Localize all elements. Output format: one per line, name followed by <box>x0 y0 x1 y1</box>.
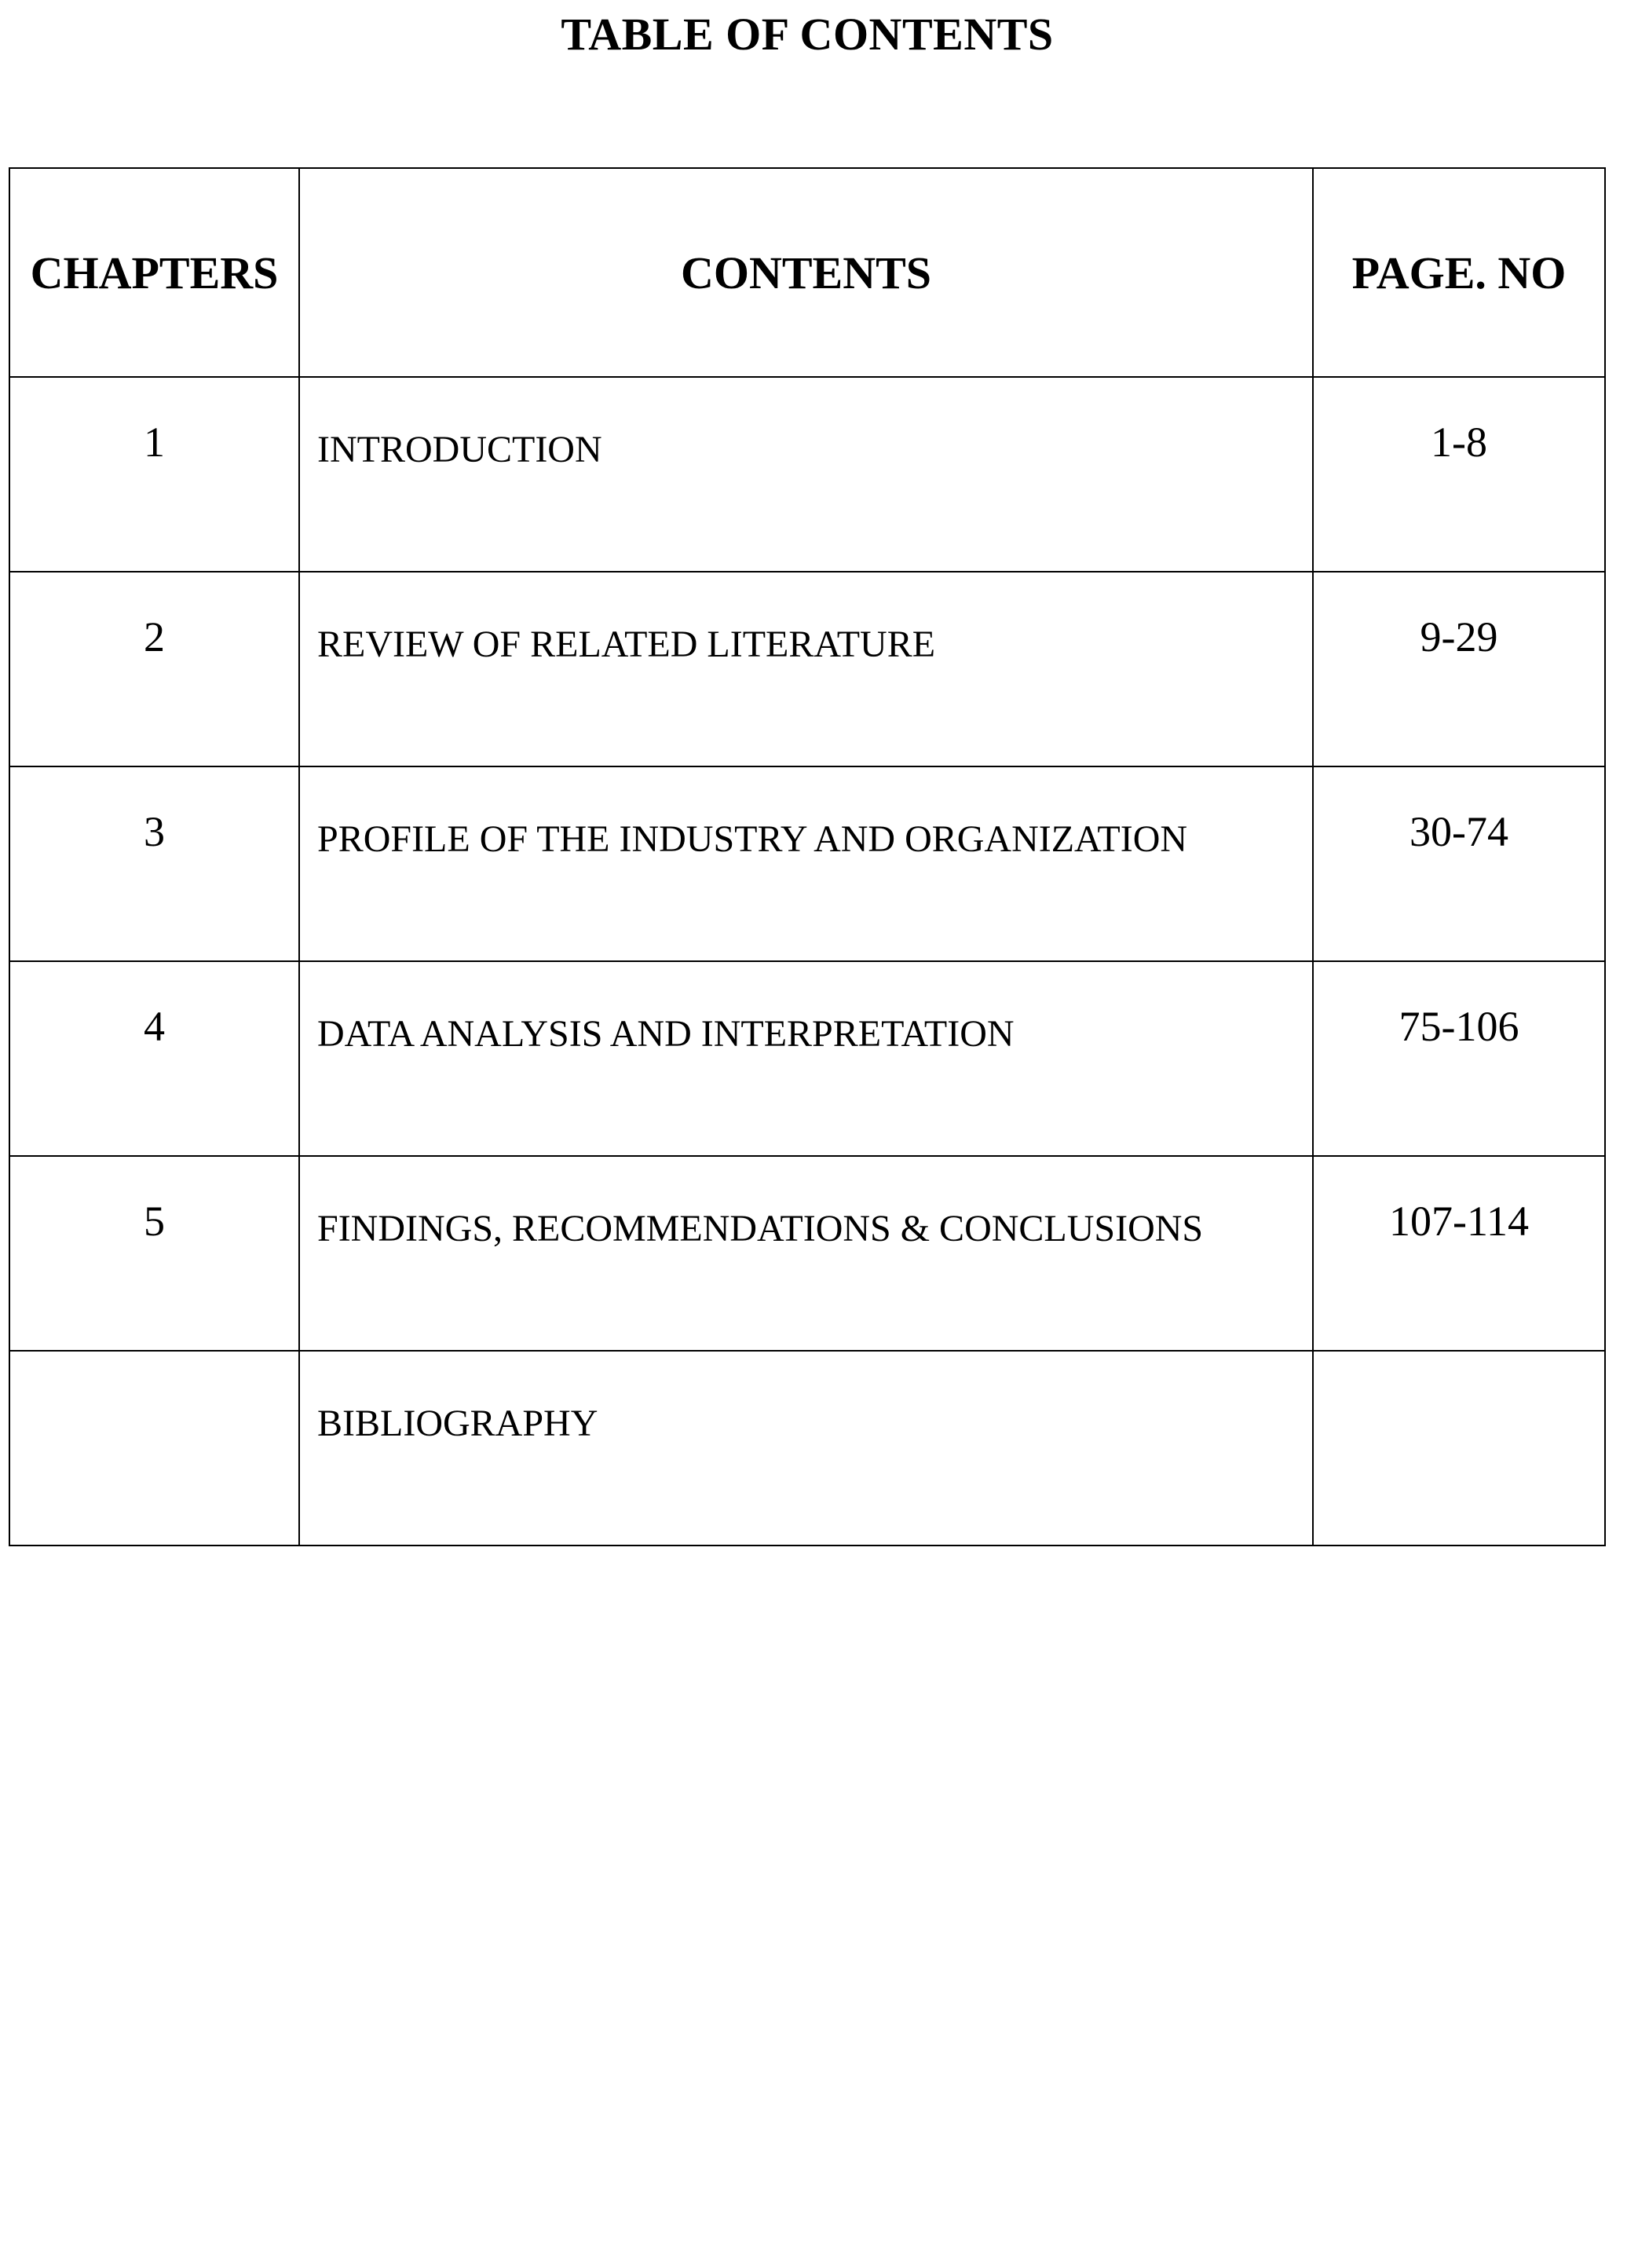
table-header-row <box>9 168 1605 377</box>
page-range: 30-74 <box>1313 766 1605 961</box>
header-page-no: PAGE. NO <box>1313 168 1605 377</box>
page-range: 75-106 <box>1313 961 1605 1156</box>
page-title: TABLE OF CONTENTS <box>561 9 1054 60</box>
header-contents: CONTENTS <box>299 168 1313 377</box>
table-row <box>9 961 1605 1156</box>
table-row <box>9 766 1605 961</box>
chapter-number: 4 <box>9 961 299 1156</box>
table-row <box>9 572 1605 766</box>
chapter-title: INTRODUCTION <box>299 377 1313 572</box>
header-chapters: CHAPTERS <box>9 168 299 377</box>
toc-table <box>9 167 1606 1546</box>
page-range <box>1313 1351 1605 1546</box>
table-row <box>9 377 1605 572</box>
chapter-title: DATA ANALYSIS AND INTERPRETATION <box>299 961 1313 1156</box>
page-range: 1-8 <box>1313 377 1605 572</box>
chapter-number: 5 <box>9 1156 299 1351</box>
chapter-number: 2 <box>9 572 299 766</box>
chapter-title: PROFILE OF THE INDUSTRY AND ORGANIZATION <box>299 766 1313 961</box>
chapter-number <box>9 1351 299 1546</box>
chapter-title: FINDINGS, RECOMMENDATIONS & CONCLUSIONS <box>299 1156 1313 1351</box>
chapter-title: REVIEW OF RELATED LITERATURE <box>299 572 1313 766</box>
chapter-title: BIBLIOGRAPHY <box>299 1351 1313 1546</box>
chapter-number: 3 <box>9 766 299 961</box>
chapter-number: 1 <box>9 377 299 572</box>
page-range: 107-114 <box>1313 1156 1605 1351</box>
page-range: 9-29 <box>1313 572 1605 766</box>
table-row <box>9 1156 1605 1351</box>
table-row <box>9 1351 1605 1546</box>
